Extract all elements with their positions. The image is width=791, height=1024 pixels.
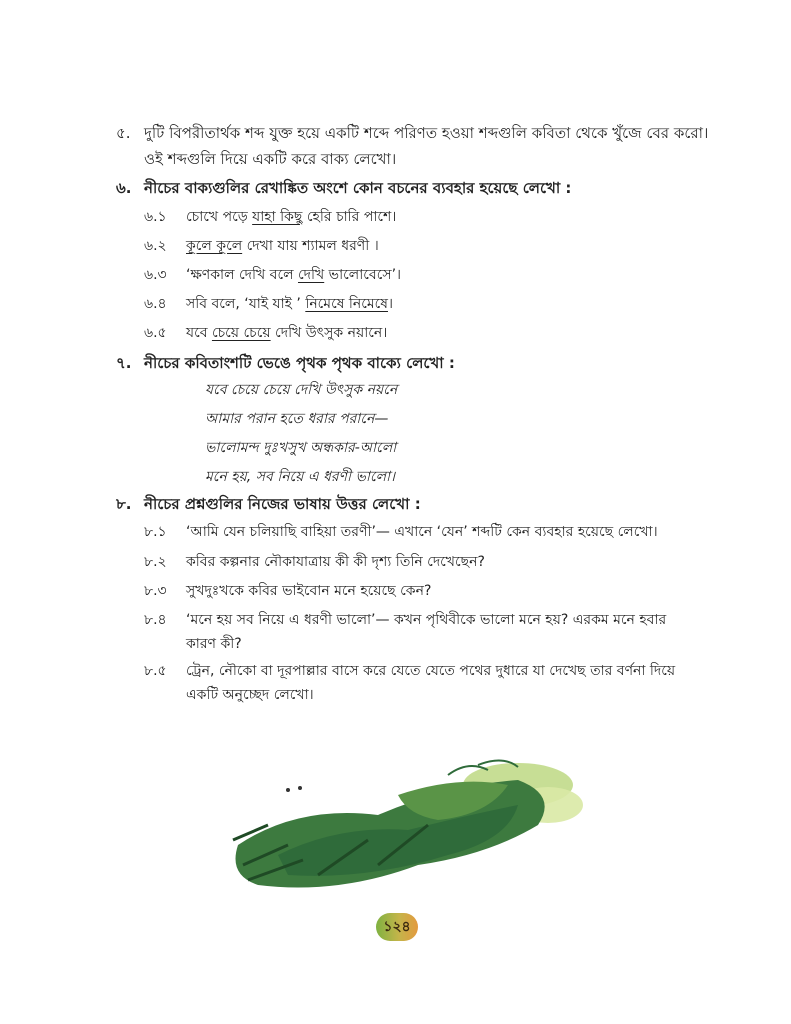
item-number: ৬.৫ xyxy=(144,325,167,341)
question-title: নীচের বাক্যগুলির রেখাঙ্কিত অংশে কোন বচনের ব্যবহার হয়েছে লেখো : xyxy=(144,179,572,197)
item-text: । xyxy=(387,296,393,312)
question-number: ৭. xyxy=(116,354,132,372)
item-text: ‘মনে হয় সব নিয়ে এ ধরণী ভালো’— কখন পৃথিবীকে ভালো মনে হয়? এরকম মনে হবার xyxy=(186,612,667,628)
item-text: হেরি চারি পাশে। xyxy=(302,209,397,225)
poem-line: আমার পরান হতে ধরার পরানে— xyxy=(205,411,389,427)
item-text: ‘আমি যেন চলিয়াছি বাহিয়া তরণী’— এখানে ‘যেন’ শব্দটি কেন ব্যবহার হয়েছে লেখো। xyxy=(186,524,658,540)
item-number: ৬.১ xyxy=(144,209,167,225)
list-item xyxy=(144,609,666,631)
item-number: ৮.৪ xyxy=(144,612,167,628)
list-item xyxy=(144,322,387,344)
list-item xyxy=(144,206,396,228)
list-item xyxy=(144,521,658,543)
underlined-text: কূলে কূলে xyxy=(186,238,243,254)
item-text: ‘ক্ষণকাল দেখি বলে xyxy=(186,267,298,283)
underlined-text: যাহা কিছু xyxy=(252,209,303,225)
item-text: যবে xyxy=(186,325,212,341)
item-number: ৮.৩ xyxy=(144,583,167,599)
question-number: ৫. xyxy=(116,124,131,142)
underlined-text: চেয়ে চেয়ে xyxy=(211,325,271,341)
list-item xyxy=(144,551,485,573)
page-number: ১২৪ xyxy=(376,913,418,941)
item-text: কবির কল্পনার নৌকাযাত্রায় কী কী দৃশ্য তিনি দেখেছেন? xyxy=(186,554,485,570)
list-item xyxy=(144,293,393,315)
item-text: দেখা যায় শ্যামল ধরণী । xyxy=(242,238,379,254)
item-number: ৮.১ xyxy=(144,524,167,540)
list-item xyxy=(144,235,379,257)
item-text: ট্রেন, নৌকো বা দূরপাল্লার বাসে করে যেতে যেতে পথের দুধারে যা দেখেছ তার বর্ণনা দিয়ে xyxy=(186,663,676,679)
underlined-text: নিমেষে নিমেষে xyxy=(305,296,388,312)
question-number: ৬. xyxy=(116,179,132,197)
item-text: সুখদুঃখকে কবির ভাইবোন মনে হয়েছে কেন? xyxy=(186,583,432,599)
question-number: ৮. xyxy=(116,495,132,513)
bush-illustration xyxy=(218,745,583,905)
list-item xyxy=(144,580,431,602)
poem-line: মনে হয়, সব নিয়ে এ ধরণী ভালো। xyxy=(205,469,396,485)
question-text-line1: দুটি বিপরীতার্থক শব্দ যুক্ত হয়ে একটি শব্দে পরিণত হওয়া শব্দগুলি কবিতা থেকে খুঁজে বের করো। xyxy=(144,124,709,142)
question-title: নীচের কবিতাংশটি ভেঙে পৃথক পৃথক বাক্যে লেখো : xyxy=(144,354,455,372)
list-item xyxy=(144,660,675,682)
item-number: ৬.৩ xyxy=(144,267,167,283)
poem-line: ভালোমন্দ দুঃখসুখ অন্ধকার-আলো xyxy=(205,440,397,456)
item-text: সবি বলে, ‘যাই যাই ’ xyxy=(186,296,306,312)
item-number: ৮.২ xyxy=(144,554,167,570)
list-item-continuation: একটি অনুচ্ছেদ লেখো। xyxy=(186,687,314,703)
item-number: ৮.৫ xyxy=(144,663,167,679)
item-number: ৬.২ xyxy=(144,238,167,254)
poem-line: যবে চেয়ে চেয়ে দেখি উৎসুক নয়নে xyxy=(205,382,398,398)
question-title: নীচের প্রশ্নগুলির নিজের ভাষায় উত্তর লেখো : xyxy=(144,495,421,513)
item-text: চোখে পড়ে xyxy=(186,209,253,225)
list-item-continuation: কারণ কী? xyxy=(186,636,242,652)
item-text: দেখি উৎসুক নয়ানে। xyxy=(270,325,388,341)
list-item xyxy=(144,264,401,286)
question-text-line2: ওই শব্দগুলি দিয়ে একটি করে বাক্য লেখো। xyxy=(144,150,397,168)
item-text: ভালোবেসে’। xyxy=(324,267,402,283)
item-number: ৬.৪ xyxy=(144,296,167,312)
underlined-text: দেখি xyxy=(297,267,325,283)
